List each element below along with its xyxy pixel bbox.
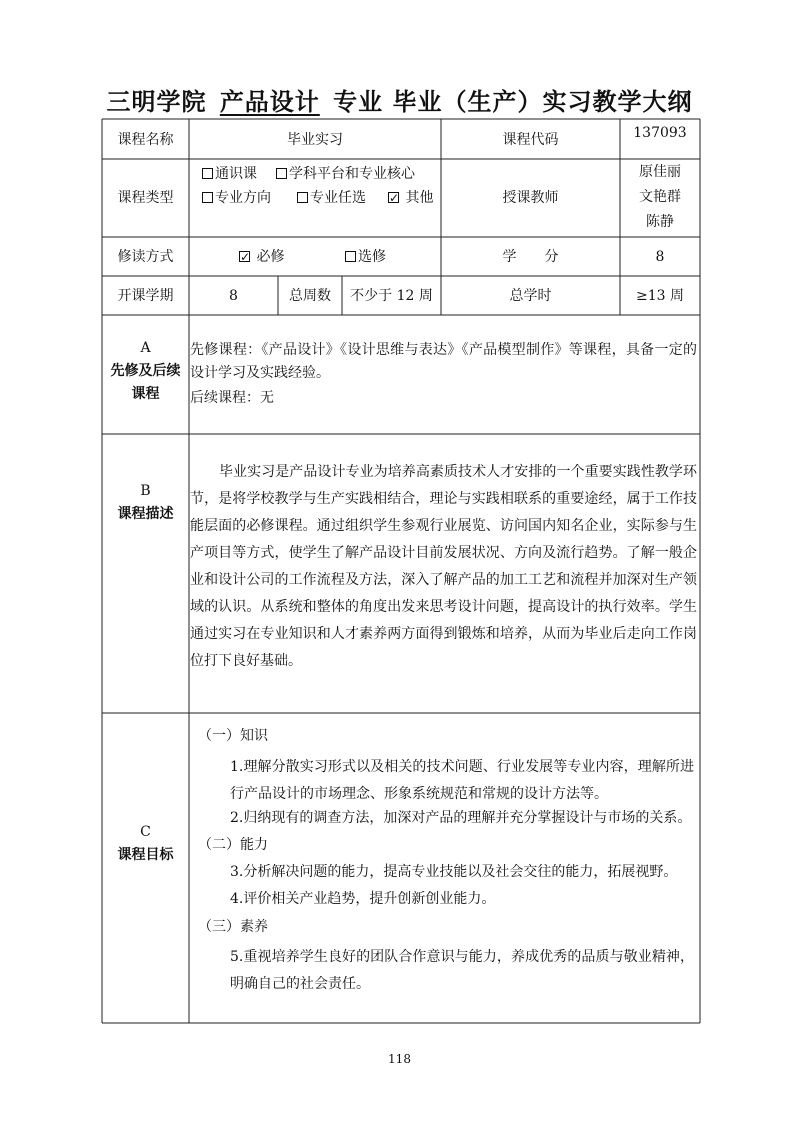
course-name-label: 课程名称: [117, 132, 174, 148]
section-b-letter: B: [140, 483, 151, 499]
objective-heading-ability: （二）能力: [198, 837, 268, 853]
option-core[interactable]: 学科平台和专业核心: [276, 164, 415, 184]
objective-item-2: 2.归纳现有的调查方法，加深对产品的理解并充分掌握设计与市场的关系。: [230, 810, 692, 826]
page-number: 118: [388, 1052, 411, 1066]
course-code-label: 课程代码: [502, 132, 559, 148]
teacher-1: 原佳丽: [639, 164, 681, 180]
hours-value: ≥13 周: [636, 288, 684, 304]
section-a-label-2: 课程: [131, 386, 160, 402]
weeks-value: 不少于 12 周: [350, 288, 433, 304]
option-elective[interactable]: 专业任选: [297, 188, 366, 208]
elective-option[interactable]: 选修: [345, 247, 386, 267]
checkbox-icon[interactable]: [202, 168, 213, 179]
option-general[interactable]: 通识课: [202, 164, 257, 184]
section-c-letter: C: [140, 824, 151, 840]
hours-label: 总学时: [509, 288, 552, 304]
objective-item-1: 1.理解分散实习形式以及相关的技术问题、行业发展等专业内容，理解所进行产品设计的市场理念、形象系统规范和常规的设计方法等。: [230, 759, 694, 802]
option-other[interactable]: ✓ 其他: [388, 188, 433, 208]
checkbox-icon[interactable]: [276, 168, 287, 179]
objective-item-4: 4.评价相关产业趋势，提升创新创业能力。: [230, 891, 496, 907]
title-major: 产品设计: [219, 88, 320, 116]
section-a-letter: A: [140, 340, 151, 356]
checkbox-icon[interactable]: [202, 192, 213, 203]
section-b-label: 课程描述: [117, 506, 174, 522]
teacher-3: 陈静: [646, 214, 674, 230]
objective-heading-knowledge: （一）知识: [198, 728, 268, 744]
course-code-value: 137093: [633, 125, 687, 141]
teacher-label: 授课教师: [502, 190, 559, 206]
checkbox-icon[interactable]: [297, 192, 308, 203]
title-rest: 专业 毕业（生产）实习教学大纲: [333, 88, 693, 116]
checked-checkbox-icon[interactable]: [239, 251, 250, 262]
weeks-label: 总周数: [289, 288, 331, 304]
checkbox-icon[interactable]: [345, 251, 356, 262]
course-description: 毕业实习是产品设计专业为培养高素质技术人才安排的一个重要实践性教学环节，是将学校教学与生产实践相结合，理论与实践相联系的重要途经，属于工作技能层面的必修课程。通过组织学生参观行业展览、访问国内知名企业，实际参与生产项目等方式，使学生了解产品设计目前发展状况、方向及流行趋势。了解一般企业和设计公司的工作流程及方法，深入了解产品的加工工艺和流程并加深对生产领域的认识。从系统和整体的角度出发来思考设计问题，提高设计的执行效率。学生通过实习在专业知识和人才素养两方面得到锻炼和培养，从而为毕业后走向工作岗位打下良好基础。: [190, 464, 697, 669]
course-type-label: 课程类型: [117, 190, 174, 206]
course-name-value: 毕业实习: [287, 132, 343, 148]
semester-label: 开课学期: [117, 288, 174, 304]
credit-label: 学 分: [502, 249, 559, 265]
checked-checkbox-icon[interactable]: [388, 192, 399, 203]
credit-value: 8: [655, 249, 665, 265]
study-mode-label: 修读方式: [117, 249, 174, 265]
document-title: [0, 82, 799, 117]
semester-value: 8: [229, 288, 238, 304]
objective-item-3: 3.分析解决问题的能力，提高专业技能以及社会交往的能力，拓展视野。: [230, 864, 678, 880]
objective-item-5: 5.重视培养学生良好的团队合作意识与能力，养成优秀的品质与敬业精神，明确自己的社会责任。: [230, 949, 694, 992]
required-option[interactable]: ✓ 必修: [239, 247, 284, 267]
option-direction[interactable]: 专业方向: [202, 188, 271, 208]
objective-heading-literacy: （三）素养: [198, 919, 268, 935]
section-c-label: 课程目标: [117, 847, 174, 863]
prerequisite-courses: 先修课程：《产品设计》《设计思维与表达》《产品模型制作》等课程，具备一定的设计学习及实践经验。: [190, 342, 697, 381]
teacher-2: 文艳群: [639, 189, 681, 205]
followup-courses: 后续课程：无: [190, 390, 274, 406]
section-a-label: 先修及后续: [110, 363, 181, 379]
title-school: 三明学院: [106, 88, 207, 116]
